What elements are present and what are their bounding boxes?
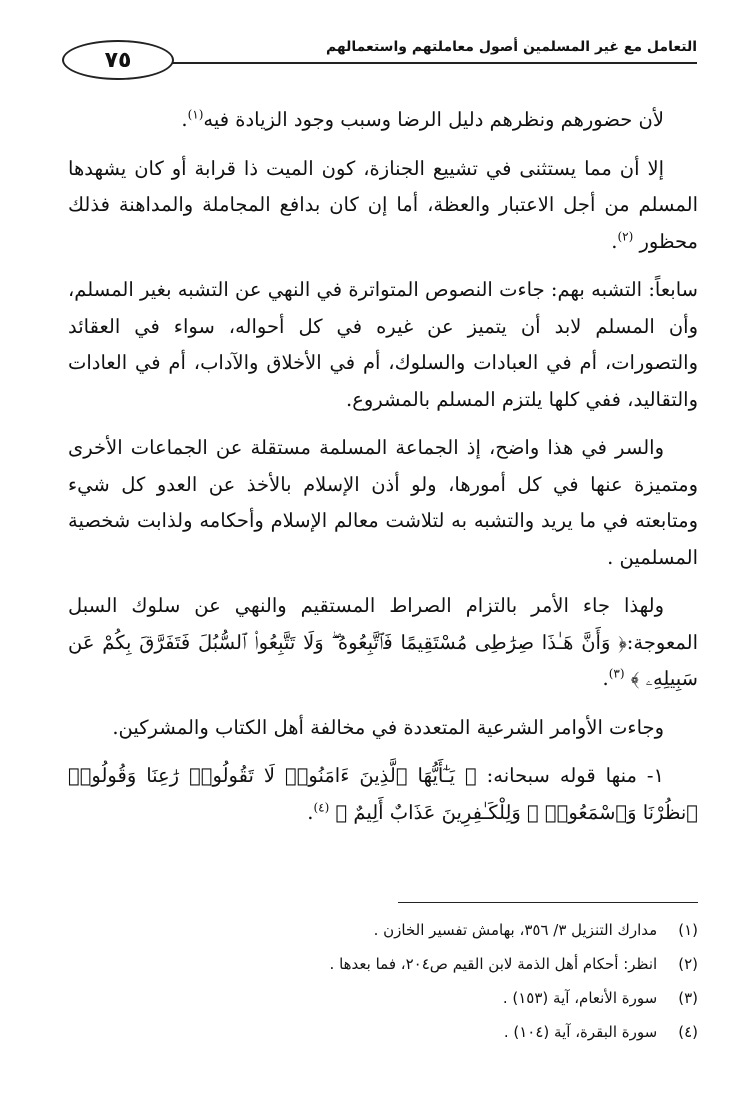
paragraph: إلا أن مما يستثنى في تشييع الجنازة، كون الميت ذا قرابة أو كان يشهدها المسلم من أجل الاعتبار والعظة، أما إن كان بدافع المجاملة والمداهنة فذلك محظور $^{(٢)}$. — [68, 156, 698, 253]
footnote-text: سورة الأنعام، آية (١٥٣) . — [502, 989, 658, 1007]
footnote-text: مدارك التنزيل ٣/ ٣٥٦، بهامش تفسير الخازن . — [373, 921, 658, 939]
paragraph: لأن حضورهم ونظرهم دليل الرضا وسبب وجود الزيادة فيه$^{(١)}$. — [181, 107, 664, 131]
footnote-rule — [398, 902, 698, 903]
footnote-text: انظر: أحكام أهل الذمة لابن القيم ص٢٠٤، فما بعدها . — [329, 955, 658, 973]
footnote-ref: (٣) — [608, 666, 625, 681]
paragraph-text: إلا أن مما يستثنى في تشييع الجنازة، كون الميت ذا قرابة أو كان يشهدها المسلم من أجل الاعتبار والعظة، أما إن كان بدافع المجاملة والمداهنة فذلك محظور — [68, 156, 698, 253]
paragraph: ولهذا جاء الأمر بالتزام الصراط المستقيم والنهي عن سلوك السبل المعوجة:﴿ وَأَنَّ هَـٰذَا صِرَٰطِى مُسْتَقِيمًا فَٱتَّبِعُوهُ ۖ وَلَا تَتَّبِعُوا۟ ٱلسُّبُلَ فَتَفَرَّقَ بِكُمْ عَن سَبِيلِهِۦ ﴾ $^{(٣)}$. — [68, 594, 698, 690]
quran-verse: ﴿ يَـٰٓأَيُّهَا ٱلَّذِينَ ءَامَنُوا۟ لَا تَقُولُوا۟ رَٰعِنَا وَقُولُوا۟ ٱنظُرْنَا وَٱسْمَعُوا۟ ۗ وَلِلْكَـٰفِرِينَ عَذَابٌ أَلِيمٌ ﴾ — [68, 764, 698, 824]
footnote — [68, 981, 698, 1015]
quran-verse: ﴿ وَأَنَّ هَـٰذَا صِرَٰطِى مُسْتَقِيمًا فَٱتَّبِعُوهُ ۖ وَلَا تَتَّبِعُوا۟ ٱلسُّبُلَ فَتَفَرَّقَ بِكُمْ عَن سَبِيلِهِۦ ﴾ — [68, 630, 698, 690]
page-header — [62, 36, 697, 84]
paragraph: ١- منها قوله سبحانه: ﴿ يَـٰٓأَيُّهَا ٱلَّذِينَ ءَامَنُوا۟ لَا تَقُولُوا۟ رَٰعِنَا وَقُولُوا۟ ٱنظُرْنَا وَٱسْمَعُوا۟ ۗ وَلِلْكَـٰفِرِينَ عَذَابٌ أَلِيمٌ ﴾ $^{(٤)}$. — [68, 764, 698, 824]
paragraph — [68, 272, 698, 418]
paragraph — [68, 430, 698, 576]
footnote — [68, 913, 698, 947]
footnote-number: (١) — [678, 921, 698, 939]
paragraph-text: سابعاً: التشبه بهم: جاءت النصوص المتواترة في النهي عن التشبه بغير المسلم، وأن المسلم لابد أن يتميز عن غيره في كل أحواله، سواء في العقائد والتصورات، أم في العبادات والسلوك، أم في الأخلاق والآداب، أم في العادات والتقاليد، ففي كلها يلتزم المسلم بالمشروع. — [68, 278, 698, 411]
body-text — [68, 102, 698, 843]
footnote-text: سورة البقرة، آية (١٠٤) . — [503, 1023, 658, 1041]
footnotes — [68, 902, 698, 1049]
paragraph-text: ولهذا جاء الأمر بالتزام الصراط المستقيم والنهي عن سلوك السبل المعوجة: — [68, 594, 698, 654]
footnote-number: (٢) — [678, 955, 698, 973]
paragraph-text: لأن حضورهم ونظرهم دليل الرضا وسبب وجود الزيادة فيه — [203, 108, 664, 131]
paragraph-text: ١- منها قوله سبحانه: — [486, 764, 664, 787]
running-title: التعامل مع غير المسلمين أصول معاملتهم واستعمالهم — [325, 39, 697, 55]
footnote-number: (٤) — [678, 1023, 698, 1041]
footnote-ref: (٢) — [617, 229, 634, 243]
page-number-oval — [62, 40, 174, 80]
page-number: ٧٥ — [104, 47, 132, 73]
paragraph-text: وجاءت الأوامر الشرعية المتعددة في مخالفة أهل الكتاب والمشركين. — [112, 715, 664, 739]
footnote-ref: (١) — [187, 107, 204, 122]
footnote — [68, 947, 698, 981]
header-rule — [172, 62, 697, 64]
paragraph-text: والسر في هذا واضح، إذ الجماعة المسلمة مستقلة عن الجماعات الأخرى ومتميزة عنها في كل أمورها، ولو أذن الإسلام بالأخذ عن العدو كل شيء ومتابعته في ما يريد والتشبه به لتلاشت معالم الإسلام وأحكامه ولذابت شخصية المسلمين . — [68, 436, 698, 569]
footnote-number: (٣) — [678, 989, 698, 1007]
paragraph — [68, 710, 698, 747]
footnote-ref: (٤) — [313, 800, 330, 814]
footnote — [68, 1015, 698, 1049]
